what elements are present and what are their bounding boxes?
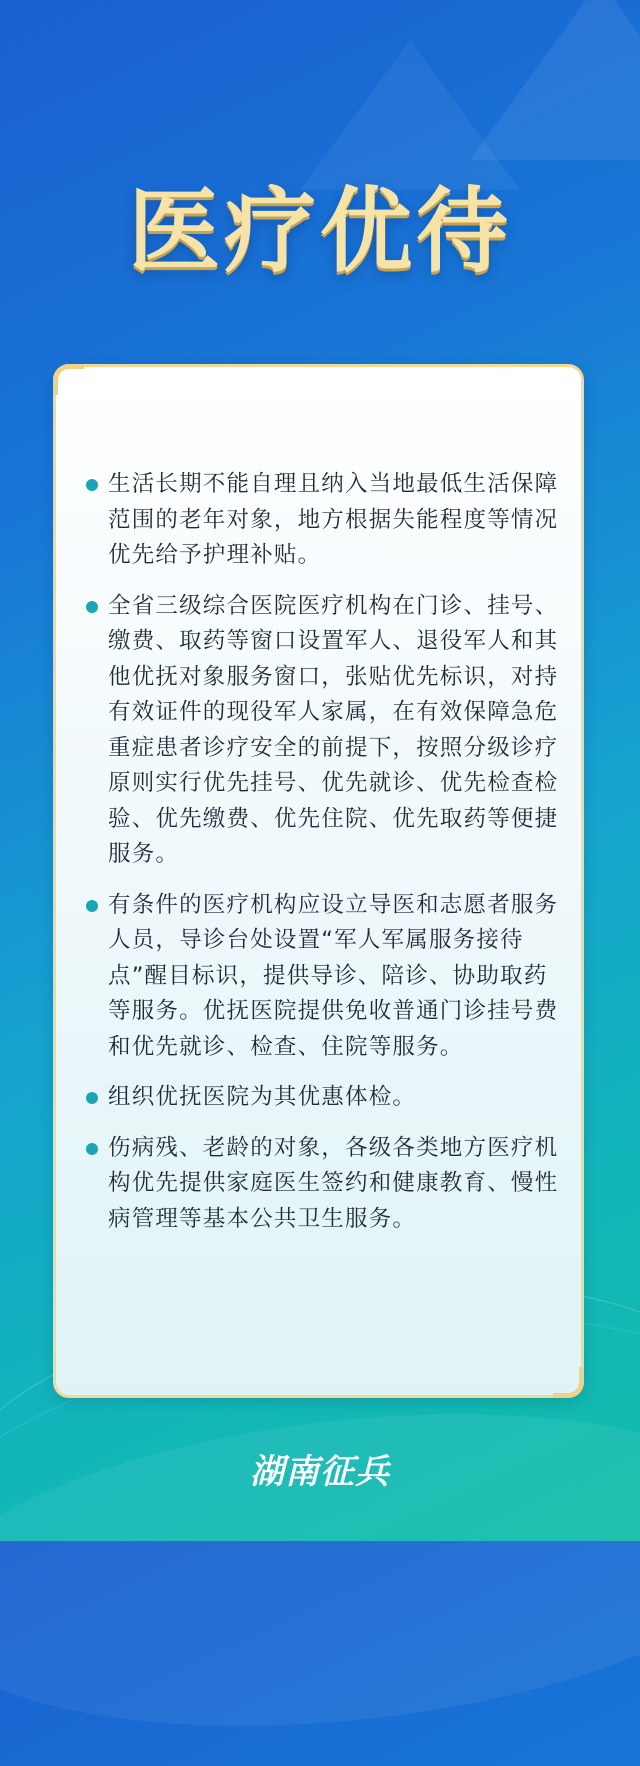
bullet-dot-icon [86, 479, 98, 491]
list-item-text: 组织优抚医院为其优惠体检。 [108, 1084, 417, 1110]
list-item [86, 888, 566, 1066]
benefit-list [86, 467, 566, 1252]
list-item [86, 467, 566, 574]
list-item [86, 1080, 566, 1116]
bullet-dot-icon [86, 1143, 98, 1155]
list-item-text: 生活长期不能自理且纳入当地最低生活保障范围的老年对象，地方根据失能程度等情况优先给予护理补贴。 [108, 471, 559, 568]
panel-corner-decoration [53, 364, 84, 395]
list-item-text: 伤病残、老龄的对象，各级各类地方医疗机构优先提供家庭医生签约和健康教育、慢性病管理等基本公共卫生服务。 [108, 1134, 559, 1232]
brand-logo: 湖南征兵 [250, 1452, 390, 1492]
list-item [86, 589, 566, 873]
page-title: 医疗优待 [127, 177, 512, 285]
panel-corner-decoration [553, 1367, 584, 1398]
bullet-dot-icon [86, 1092, 98, 1104]
list-item [86, 1131, 566, 1238]
list-item-text: 全省三级综合医院医疗机构在门诊、挂号、缴费、取药等窗口设置军人、退役军人和其他优抚对象服务窗口，张贴优先标识，对持有效证件的现役军人家属，在有效保障急危重症患者诊疗安全的前提下，按照分级诊疗原则实行优先挂号、优先就诊、优先检查检验、优先缴费、优先住院、优先取药等便捷服务。 [108, 592, 559, 867]
bullet-dot-icon [86, 601, 98, 613]
list-item-text: 有条件的医疗机构应设立导医和志愿者服务人员，导诊台处设置“军人军属服务接待点”醒目标识，提供导诊、陪诊、协助取药等服务。优抚医院提供免收普通门诊挂号费和优先就诊、检查、住院等服务。 [108, 891, 559, 1060]
background-wave [0, 1376, 640, 1764]
bullet-dot-icon [86, 900, 98, 912]
content-panel [53, 364, 584, 1398]
background-triangle [470, 0, 640, 160]
